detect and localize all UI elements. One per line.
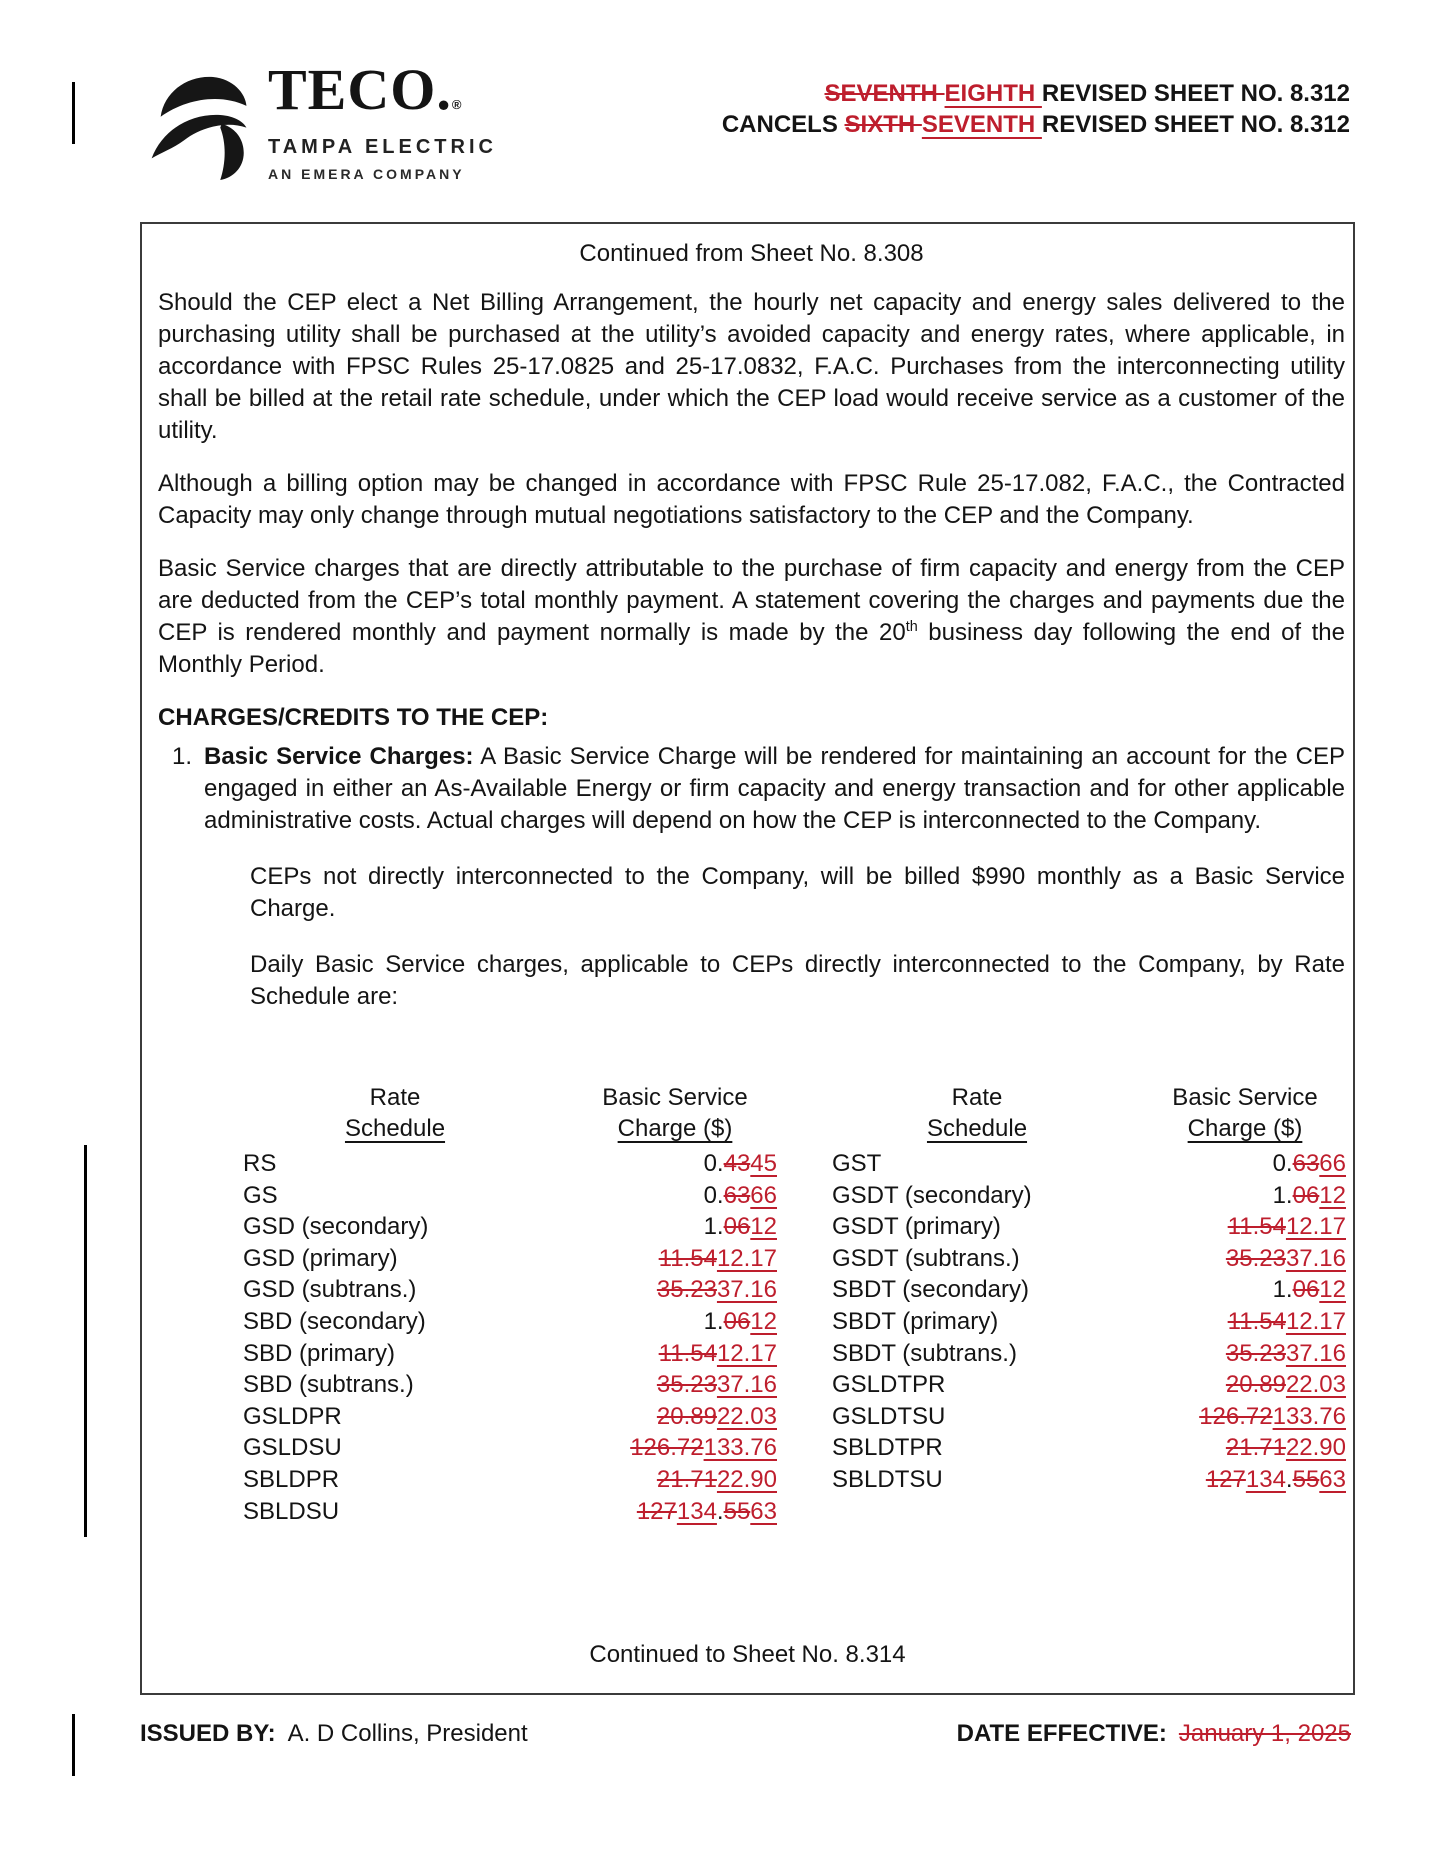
table-row <box>243 1274 777 1306</box>
rate-schedule-label: GST <box>832 1150 882 1177</box>
charge-strike-segment: 06 <box>723 1213 751 1241</box>
charge-new-segment: 12.17 <box>716 1339 777 1367</box>
charge-new-segment: 37.16 <box>716 1276 777 1304</box>
charge-strike-segment: 11.54 <box>1227 1307 1286 1335</box>
list-item-label: Basic Service Charges: <box>204 743 474 770</box>
issued-by-block <box>140 1718 528 1750</box>
charge-value <box>1226 1369 1346 1401</box>
table-row <box>243 1306 777 1338</box>
table-header-charge-left <box>602 1082 747 1144</box>
paragraph-daily-basic-service: Daily Basic Service charges, applicable to CEPs directly interconnected to the Company, by Rate Schedule are: <box>250 951 1345 1010</box>
charge-strike-segment: 20.89 <box>1225 1371 1286 1399</box>
charge-plain-segment: 1. <box>1272 1181 1293 1209</box>
table-row <box>832 1211 1346 1243</box>
charge-strike-segment: 35.23 <box>1225 1339 1286 1367</box>
change-bar-table <box>84 1145 87 1537</box>
table-row <box>832 1306 1346 1338</box>
charge-plain-segment: . <box>1285 1465 1293 1493</box>
rate-schedule-label: GSD (subtrans.) <box>243 1276 417 1304</box>
charge-strike-segment: 35.23 <box>656 1276 717 1304</box>
table-row <box>832 1243 1346 1275</box>
charge-strike-segment: 20.89 <box>656 1402 717 1430</box>
charge-new-segment: 12 <box>1319 1276 1346 1304</box>
charge-new-segment: 22.03 <box>1285 1371 1346 1399</box>
cancels-old-text: SIXTH <box>844 111 922 138</box>
charge-new-segment: 134 <box>1245 1465 1286 1493</box>
sheet-footer <box>140 1718 1351 1750</box>
ordinal-superscript: th <box>905 619 918 635</box>
cancels-new-text: SEVENTH <box>921 111 1042 138</box>
rate-schedule-label: SBLDSU <box>243 1497 340 1525</box>
charge-value <box>704 1306 777 1338</box>
rate-schedule-label: SBD (primary) <box>243 1339 396 1367</box>
header-charge-line2: Charge ($) <box>1187 1115 1303 1142</box>
table-row <box>243 1401 777 1433</box>
table-row <box>832 1338 1346 1370</box>
paragraph-basic-service-deduction <box>158 553 1345 681</box>
issued-by-label: ISSUED BY: <box>140 1720 276 1747</box>
header-rate-line1: Rate <box>369 1084 421 1111</box>
continued-from-note: Continued from Sheet No. 8.308 <box>579 240 924 267</box>
charge-new-segment: 12 <box>750 1213 777 1241</box>
charge-plain-segment: 0. <box>703 1181 724 1209</box>
charge-value <box>1206 1464 1346 1496</box>
teco-logo <box>148 57 497 182</box>
table-row <box>832 1401 1346 1433</box>
charge-value <box>659 1243 777 1275</box>
rate-schedule-label: GSLDSU <box>243 1434 342 1462</box>
charge-new-segment: 37.16 <box>1285 1339 1346 1367</box>
table-header-rate-right <box>927 1082 1027 1144</box>
charge-strike-segment: 06 <box>723 1307 751 1335</box>
issued-by-value: A. D Collins, President <box>287 1720 528 1747</box>
charge-strike-segment: 11.54 <box>1227 1213 1286 1241</box>
table-row <box>243 1369 777 1401</box>
logo-tagline: AN EMERA COMPANY <box>268 166 465 182</box>
rate-schedule-label: SBLDPR <box>243 1465 340 1493</box>
continued-to-note: Continued to Sheet No. 8.314 <box>589 1641 906 1668</box>
list-item-number: 1. <box>172 743 193 770</box>
table-row <box>832 1464 1346 1496</box>
table-row <box>832 1369 1346 1401</box>
charge-value <box>1273 1180 1346 1212</box>
charge-value <box>657 1401 777 1433</box>
charge-plain-segment: . <box>716 1497 724 1525</box>
rate-table-left-columns <box>243 1148 777 1527</box>
header-charge-line2: Charge ($) <box>617 1115 733 1142</box>
charge-value <box>1228 1211 1346 1243</box>
charge-value <box>704 1180 777 1212</box>
charge-strike-segment: 06 <box>1292 1181 1320 1209</box>
logo-wordmark <box>268 57 463 133</box>
rate-schedule-label: GS <box>243 1181 278 1209</box>
charges-credits-heading: CHARGES/CREDITS TO THE CEP: <box>158 704 549 731</box>
rate-schedule-label: SBDT (subtrans.) <box>832 1339 1017 1367</box>
charge-strike-segment: 06 <box>1292 1276 1320 1304</box>
list-item-text: A Basic Service Charge will be rendered for maintaining an account for the CEP engaged in either an As-Available Energy or firm capacity and energy transaction and for other applicable administrative costs. Actual charges will depend on how the CEP is interconnected to the Company. <box>204 743 1345 834</box>
revision-new-text: EIGHTH <box>944 80 1042 107</box>
rate-schedule-label: GSLDTSU <box>832 1402 946 1430</box>
table-row <box>243 1180 777 1212</box>
list-item-basic-service-charges <box>158 741 1345 837</box>
date-effective-value: January 1, 2025 <box>1178 1720 1351 1747</box>
cancels-prefix-text: CANCELS <box>721 111 845 138</box>
table-row <box>243 1148 777 1180</box>
charge-strike-segment: 126.72 <box>1199 1402 1273 1430</box>
registered-trademark-icon: ® <box>451 97 463 112</box>
charge-value <box>659 1338 777 1370</box>
charge-strike-segment: 35.23 <box>1225 1244 1286 1272</box>
change-bar-header <box>72 82 75 144</box>
revision-old-text: SEVENTH <box>824 80 945 107</box>
cancels-rest-text: REVISED SHEET NO. 8.312 <box>1041 111 1350 138</box>
charge-new-segment: 12.17 <box>1285 1213 1346 1241</box>
charge-new-segment: 12 <box>750 1307 777 1335</box>
header-rate-line2: Schedule <box>926 1115 1028 1142</box>
table-row <box>243 1243 777 1275</box>
charge-strike-segment: 55 <box>723 1497 751 1525</box>
table-row <box>243 1211 777 1243</box>
charge-value <box>1273 1274 1346 1306</box>
charge-plain-segment: 0. <box>1272 1150 1293 1177</box>
charge-value <box>1228 1306 1346 1338</box>
header-charge-line1: Basic Service <box>1172 1084 1318 1111</box>
charge-strike-segment: 126.72 <box>630 1434 704 1462</box>
rate-schedule-table <box>142 1082 1353 1552</box>
charge-strike-segment: 63 <box>723 1181 751 1209</box>
cancels-line <box>722 109 1350 140</box>
charge-new-segment: 63 <box>1319 1465 1346 1493</box>
charge-value <box>704 1148 777 1180</box>
table-row <box>832 1180 1346 1212</box>
charge-value <box>630 1432 777 1464</box>
table-row <box>243 1464 777 1496</box>
charge-value <box>1226 1243 1346 1275</box>
charge-strike-segment: 63 <box>1292 1150 1320 1177</box>
charge-strike-segment: 127 <box>636 1497 677 1525</box>
table-row <box>243 1496 777 1528</box>
charge-plain-segment: 0. <box>703 1150 724 1177</box>
rate-schedule-label: GSD (secondary) <box>243 1213 429 1241</box>
rate-schedule-label: SBLDTPR <box>832 1434 943 1462</box>
charge-plain-segment: 1. <box>703 1213 724 1241</box>
rate-schedule-label: GSD (primary) <box>243 1244 398 1272</box>
logo-wordmark-text: TECO. <box>268 57 452 122</box>
charge-new-segment: 37.16 <box>716 1371 777 1399</box>
tariff-box <box>140 222 1355 1695</box>
charge-value <box>704 1211 777 1243</box>
teco-logo-text <box>268 57 497 182</box>
charge-new-segment: 63 <box>750 1497 777 1525</box>
table-row <box>832 1432 1346 1464</box>
charge-value <box>1226 1432 1346 1464</box>
table-header-charge-right <box>1172 1082 1317 1144</box>
charge-new-segment: 66 <box>750 1181 777 1209</box>
header-rate-line1: Rate <box>951 1084 1003 1111</box>
table-row <box>832 1148 1346 1180</box>
charge-new-segment: 133.76 <box>1272 1402 1346 1430</box>
sheet-revision-header <box>722 78 1350 140</box>
charge-strike-segment: 55 <box>1292 1465 1320 1493</box>
paragraph-basic-service-after: business day following the end of the Monthly Period. <box>158 619 1345 678</box>
table-row <box>243 1432 777 1464</box>
header-charge-line1: Basic Service <box>602 1084 748 1111</box>
paragraph-basic-service-before: Basic Service charges that are directly attributable to the purchase of firm capacity and energy from the CEP are deducted from the CEP’s total monthly payment. A statement covering the charges and payments due the CEP is rendered monthly and payment normally is made by the 20 <box>158 555 1345 646</box>
charge-new-segment: 22.90 <box>716 1465 777 1493</box>
charge-new-segment: 134 <box>676 1497 717 1525</box>
charge-new-segment: 12.17 <box>716 1244 777 1272</box>
rate-schedule-label: GSDT (primary) <box>832 1213 1001 1241</box>
charge-strike-segment: 35.23 <box>656 1371 717 1399</box>
change-bar-footer <box>72 1714 75 1776</box>
table-row <box>832 1274 1346 1306</box>
rate-schedule-label: GSDT (secondary) <box>832 1181 1032 1209</box>
rate-schedule-label: GSLDTPR <box>832 1371 946 1399</box>
logo-subtitle: TAMPA ELECTRIC <box>268 136 497 158</box>
charge-strike-segment: 21.71 <box>656 1465 717 1493</box>
charge-new-segment: 22.03 <box>716 1402 777 1430</box>
charge-value <box>657 1369 777 1401</box>
charge-strike-segment: 11.54 <box>658 1244 717 1272</box>
rate-schedule-label: RS <box>243 1150 277 1177</box>
table-row <box>243 1338 777 1370</box>
charge-value <box>657 1464 777 1496</box>
charge-new-segment: 45 <box>750 1150 777 1177</box>
charge-strike-segment: 43 <box>723 1150 751 1177</box>
charge-strike-segment: 11.54 <box>658 1339 717 1367</box>
teco-logo-icon <box>148 68 260 180</box>
charge-value <box>1226 1338 1346 1370</box>
revision-line <box>722 78 1350 109</box>
rate-schedule-label: GSDT (subtrans.) <box>832 1244 1020 1272</box>
paragraph-cep-not-interconnected: CEPs not directly interconnected to the Company, will be billed $990 monthly as a Basic Service Charge. <box>250 863 1345 922</box>
paragraph-billing-option: Although a billing option may be changed in accordance with FPSC Rule 25-17.082, F.A.C., the Contracted Capacity may only change through mutual negotiations satisfactory to the CEP and the Company. <box>158 470 1345 529</box>
charge-value <box>637 1496 777 1528</box>
charge-new-segment: 37.16 <box>1285 1244 1346 1272</box>
rate-schedule-label: SBD (subtrans.) <box>243 1371 414 1399</box>
charge-value <box>1273 1148 1346 1180</box>
tariff-box-content <box>142 224 1353 1013</box>
charge-plain-segment: 1. <box>1272 1276 1293 1304</box>
charge-value <box>1199 1401 1346 1433</box>
header-rate-line2: Schedule <box>344 1115 446 1142</box>
rate-table-right-columns <box>832 1148 1346 1496</box>
date-effective-label: DATE EFFECTIVE: <box>956 1720 1167 1747</box>
charge-new-segment: 12 <box>1319 1181 1346 1209</box>
charge-strike-segment: 21.71 <box>1225 1434 1286 1462</box>
charge-new-segment: 22.90 <box>1285 1434 1346 1462</box>
table-header-rate-left <box>345 1082 445 1144</box>
rate-schedule-label: SBLDTSU <box>832 1465 943 1493</box>
charge-new-segment: 66 <box>1319 1150 1346 1177</box>
rate-schedule-label: SBD (secondary) <box>243 1307 426 1335</box>
rate-schedule-label: SBDT (primary) <box>832 1307 999 1335</box>
date-effective-block <box>957 1718 1351 1750</box>
paragraph-net-billing: Should the CEP elect a Net Billing Arrangement, the hourly net capacity and energy sales delivered to the purchasing utility shall be purchased at the utility’s avoided capacity and energy rates, where applicable, in accordance with FPSC Rules 25-17.0825 and 25-17.0832, F.A.C. Purchases from the interconnecting utility shall be billed at the retail rate schedule, under which the CEP load would receive service as a customer of the utility. <box>158 289 1345 444</box>
charge-value <box>657 1274 777 1306</box>
charge-new-segment: 12.17 <box>1285 1307 1346 1335</box>
charge-strike-segment: 127 <box>1205 1465 1246 1493</box>
rate-schedule-label: SBDT (secondary) <box>832 1276 1029 1304</box>
charge-new-segment: 133.76 <box>703 1434 777 1462</box>
charge-plain-segment: 1. <box>703 1307 724 1335</box>
revision-rest-text: REVISED SHEET NO. 8.312 <box>1041 80 1350 107</box>
rate-schedule-label: GSLDPR <box>243 1402 342 1430</box>
